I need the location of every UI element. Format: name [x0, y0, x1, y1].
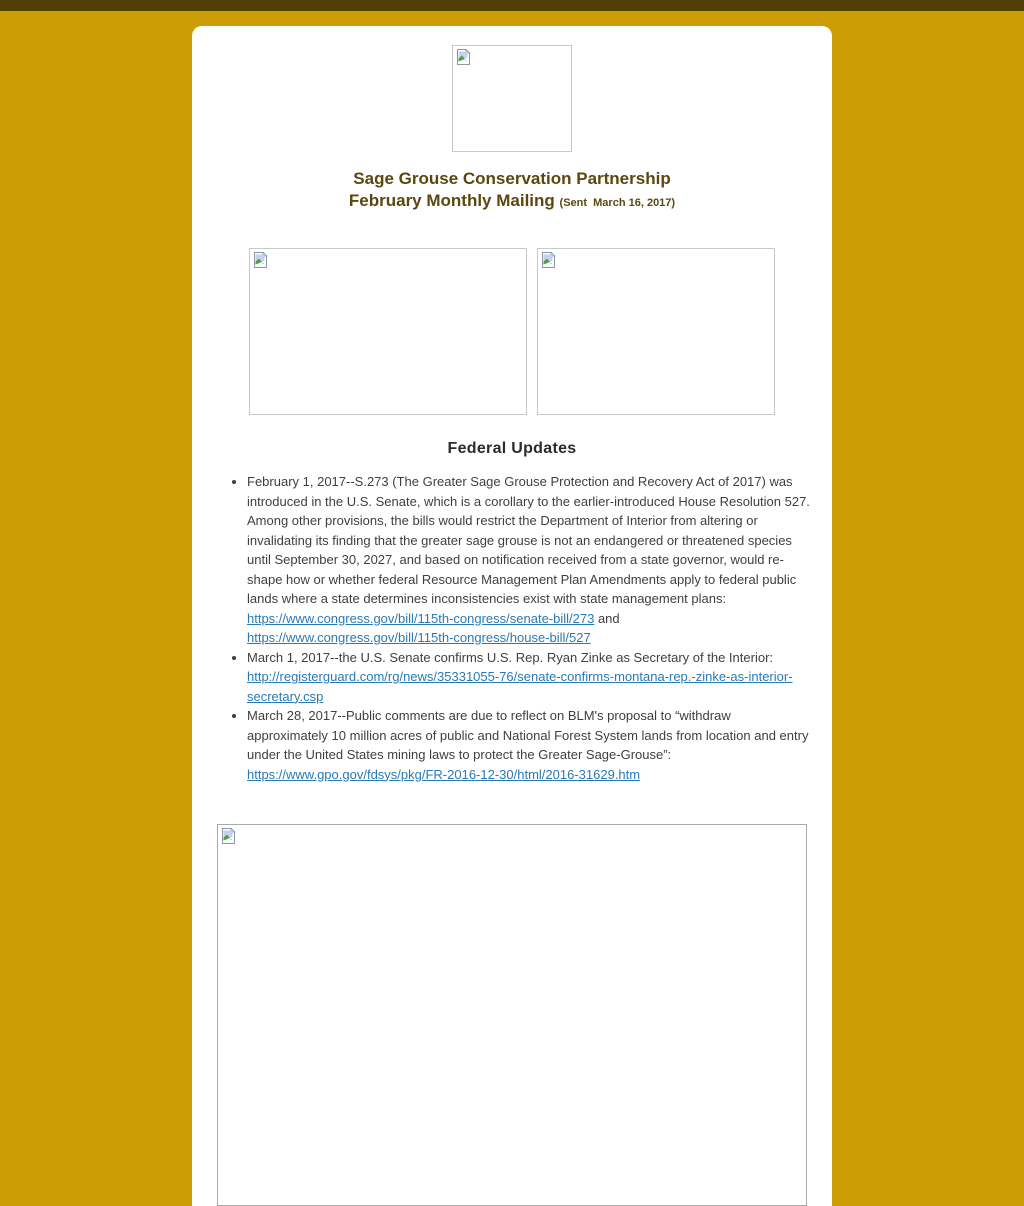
email-card [192, 26, 832, 1206]
photo-row [192, 248, 832, 415]
photo-bottom-image [217, 824, 807, 1206]
broken-image-icon [541, 252, 555, 268]
content-column [192, 472, 832, 1206]
title-line1: Sage Grouse Conservation Partnership [353, 169, 671, 188]
bullet-item: • March 1, 2017--the U.S. Senate confirms U.S. Rep. Ryan Zinke as Secretary of the Interior: http://registerguard.com/rg/news/35331055-76/senate-confirms-montana-rep.-zinke-as-interior-secretary.csp [247, 648, 815, 707]
top-accent-bar [0, 0, 1024, 11]
sent-date-note: (Sent March 16, 2017) [559, 197, 676, 209]
photo-right-image [537, 248, 775, 415]
title-line2: February Monthly Mailing [348, 191, 555, 210]
federal-register-link[interactable]: https://www.gpo.gov/fdsys/pkg/FR-2016-12-30/html/2016-31629.htm [247, 766, 641, 782]
photo-left-image [249, 248, 527, 415]
broken-image-icon [221, 828, 235, 844]
zinke-confirmation-link[interactable]: http://registerguard.com/rg/news/35331055-76/senate-confirms-montana-rep.-zinke-as-interior-secretary.csp [247, 669, 793, 704]
broken-image-icon [456, 49, 470, 65]
bullet-item: • February 1, 2017--S.273 (The Greater Sage Grouse Protection and Recovery Act of 2017) was introduced in the U.S. Senate, which is a corollary to the earlier-introduced House Resolution 527. Among other provisions, the bills would restrict the Department of Interior from altering or invalidating its finding that the greater sage grouse is not an endangered or threatened species until September 30, 2027, and based on notification received from a state governor, would re-shape how or whether federal Resource Management Plan Amendments apply to federal public lands where a state determines inconsistencies exist with state management plans: https://www.congress.gov/bill/115th-congress/senate-bill/273 and https://www.congress.gov/bill/115th-congress/house-bill/527 [247, 472, 815, 648]
bullet-item: • March 28, 2017--Public comments are due to reflect on BLM's proposal to “withdraw approximately 10 million acres of public and National Forest System lands from location and entry under the United States mining laws to protect the Greater Sage-Grouse”: https://www.gpo.gov/fdsys/pkg/FR-2016-12-30/html/2016-31629.htm [247, 706, 815, 784]
newsletter-title [192, 168, 832, 214]
federal-updates-heading: Federal Updates [447, 440, 577, 457]
house-bill-527-link[interactable]: https://www.congress.gov/bill/115th-congress/house-bill/527 [247, 630, 591, 645]
header-logo-image [452, 45, 572, 152]
federal-updates-list [217, 472, 815, 784]
senate-bill-273-link[interactable]: https://www.congress.gov/bill/115th-congress/senate-bill/273 [247, 610, 595, 626]
broken-image-icon [253, 252, 267, 268]
